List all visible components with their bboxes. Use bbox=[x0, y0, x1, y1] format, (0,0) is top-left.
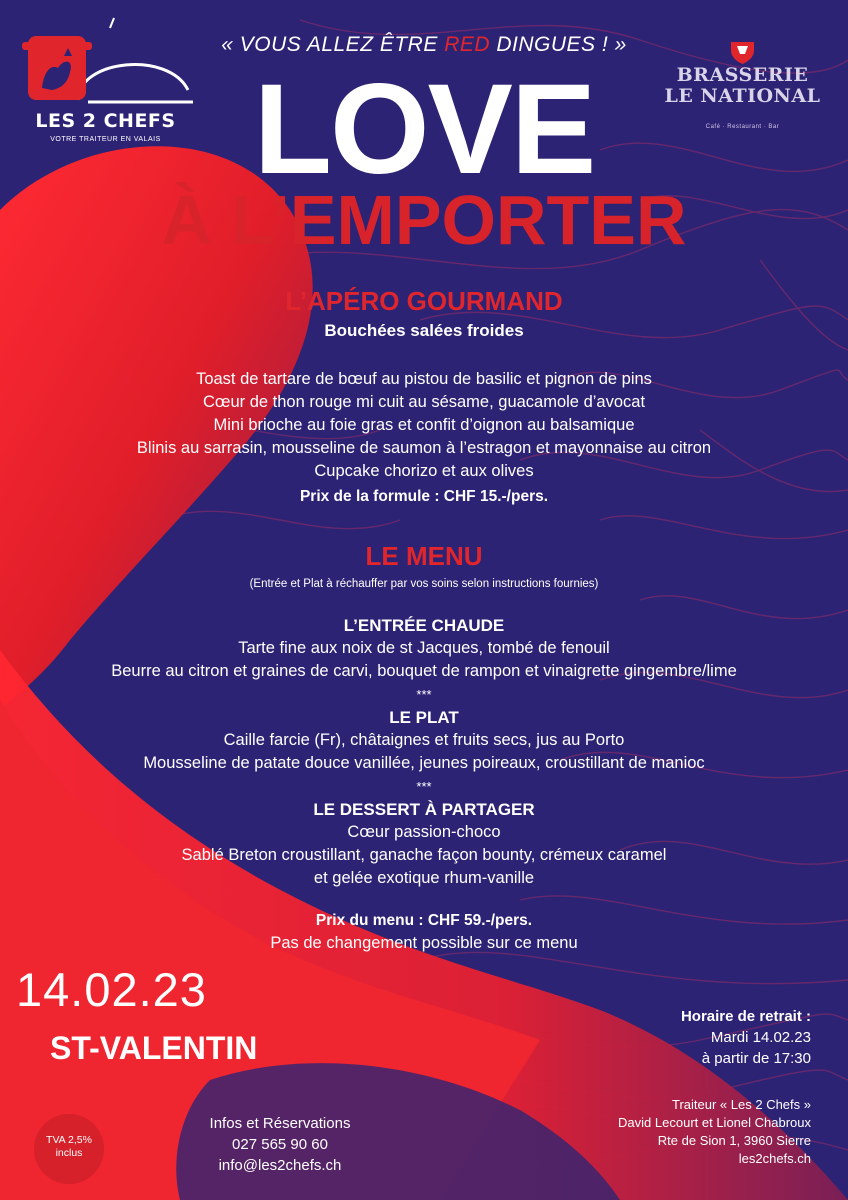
menu-title: LE MENU bbox=[365, 541, 483, 571]
apero-title: L’APÉRO GOURMAND bbox=[285, 286, 563, 316]
plat-item: Caille farcie (Fr), châtaignes et fruits secs, jus au Porto bbox=[223, 731, 625, 749]
tva-badge bbox=[34, 1114, 104, 1184]
separator: *** bbox=[416, 687, 432, 702]
website-link[interactable]: les2chefs.ch bbox=[738, 1151, 811, 1166]
apero-section bbox=[0, 286, 848, 341]
logo-right-tagline: Café · Restaurant · Bar bbox=[705, 124, 780, 130]
apero-price: Prix de la formule : CHF 15.-/pers. bbox=[299, 488, 549, 505]
apero-list bbox=[0, 368, 848, 508]
traiteur-name: Traiteur « Les 2 Chefs » bbox=[672, 1097, 811, 1112]
phone-link[interactable]: 027 565 90 60 bbox=[232, 1136, 328, 1153]
logo-left-name: LES 2 CHEFS bbox=[35, 110, 176, 132]
apero-item: Mini brioche au foie gras et confit d’oignon au balsamique bbox=[213, 416, 635, 434]
dessert-item: et gelée exotique rhum-vanille bbox=[313, 869, 535, 887]
title-emporter: À L’EMPORTER bbox=[161, 181, 687, 259]
email-link[interactable]: info@les2chefs.ch bbox=[218, 1157, 342, 1174]
menu-price-note: Pas de changement possible sur ce menu bbox=[270, 934, 578, 952]
separator: *** bbox=[416, 779, 432, 794]
tva-line1: TVA 2,5% bbox=[46, 1134, 92, 1146]
logo-left-tagline: VOTRE TRAITEUR EN VALAIS bbox=[50, 136, 161, 143]
apero-item: Cœur de thon rouge mi cuit au sésame, guacamole d’avocat bbox=[202, 393, 646, 411]
horaire-day: Mardi 14.02.23 bbox=[710, 1029, 811, 1046]
slogan-red-word: RED bbox=[444, 33, 491, 56]
horaire-title: Horaire de retrait : bbox=[680, 1008, 811, 1025]
entree-item: Beurre au citron et graines de carvi, bouquet de rampon et vinaigrette gingembre/lime bbox=[111, 662, 737, 680]
infos-title: Infos et Réservations bbox=[209, 1115, 351, 1132]
slogan-pre: « VOUS ALLEZ ÊTRE bbox=[221, 33, 445, 56]
dessert-item: Cœur passion-choco bbox=[347, 823, 501, 841]
pickup-hours bbox=[580, 1006, 811, 1069]
apero-item: Toast de tartare de bœuf au pistou de basilic et pignon de pins bbox=[196, 370, 652, 388]
slogan bbox=[0, 33, 848, 57]
menu-body bbox=[0, 614, 848, 955]
slogan-post: DINGUES ! » bbox=[490, 33, 627, 56]
apero-subtitle: Bouchées salées froides bbox=[324, 321, 524, 340]
menu-price: Prix du menu : CHF 59.-/pers. bbox=[315, 912, 533, 929]
apero-item: Cupcake chorizo et aux olives bbox=[314, 462, 534, 480]
event-date: 14.02.23 bbox=[16, 963, 207, 1016]
menu-note: (Entrée et Plat à réchauffer par vos soins selon instructions fournies) bbox=[249, 578, 599, 590]
apero-item: Blinis au sarrasin, mousseline de saumon à l’estragon et mayonnaise au citron bbox=[136, 439, 712, 457]
entree-title: L’ENTRÉE CHAUDE bbox=[343, 616, 505, 635]
dessert-title: LE DESSERT À PARTAGER bbox=[313, 800, 535, 819]
dessert-item: Sablé Breton croustillant, ganache façon bounty, crémeux caramel bbox=[181, 846, 667, 864]
contact-block bbox=[180, 1113, 380, 1176]
traiteur-people: David Lecourt et Lionel Chabroux bbox=[618, 1115, 811, 1130]
plat-title: LE PLAT bbox=[389, 708, 459, 727]
event-name: ST-VALENTIN bbox=[50, 1030, 258, 1066]
logo-right-line2: LE NATIONAL bbox=[664, 85, 821, 107]
horaire-time: à partir de 17:30 bbox=[701, 1050, 811, 1067]
caterer-block bbox=[560, 1096, 811, 1168]
entree-item: Tarte fine aux noix de st Jacques, tombé de fenouil bbox=[238, 639, 610, 657]
plat-item: Mousseline de patate douce vanillée, jeunes poireaux, croustillant de manioc bbox=[143, 754, 705, 772]
traiteur-address: Rte de Sion 1, 3960 Sierre bbox=[657, 1133, 811, 1148]
title-love: LOVE bbox=[253, 58, 595, 201]
menu-header bbox=[0, 541, 848, 590]
logo-right-line1: BRASSERIE bbox=[676, 64, 809, 86]
tva-line2: inclus bbox=[55, 1147, 83, 1159]
